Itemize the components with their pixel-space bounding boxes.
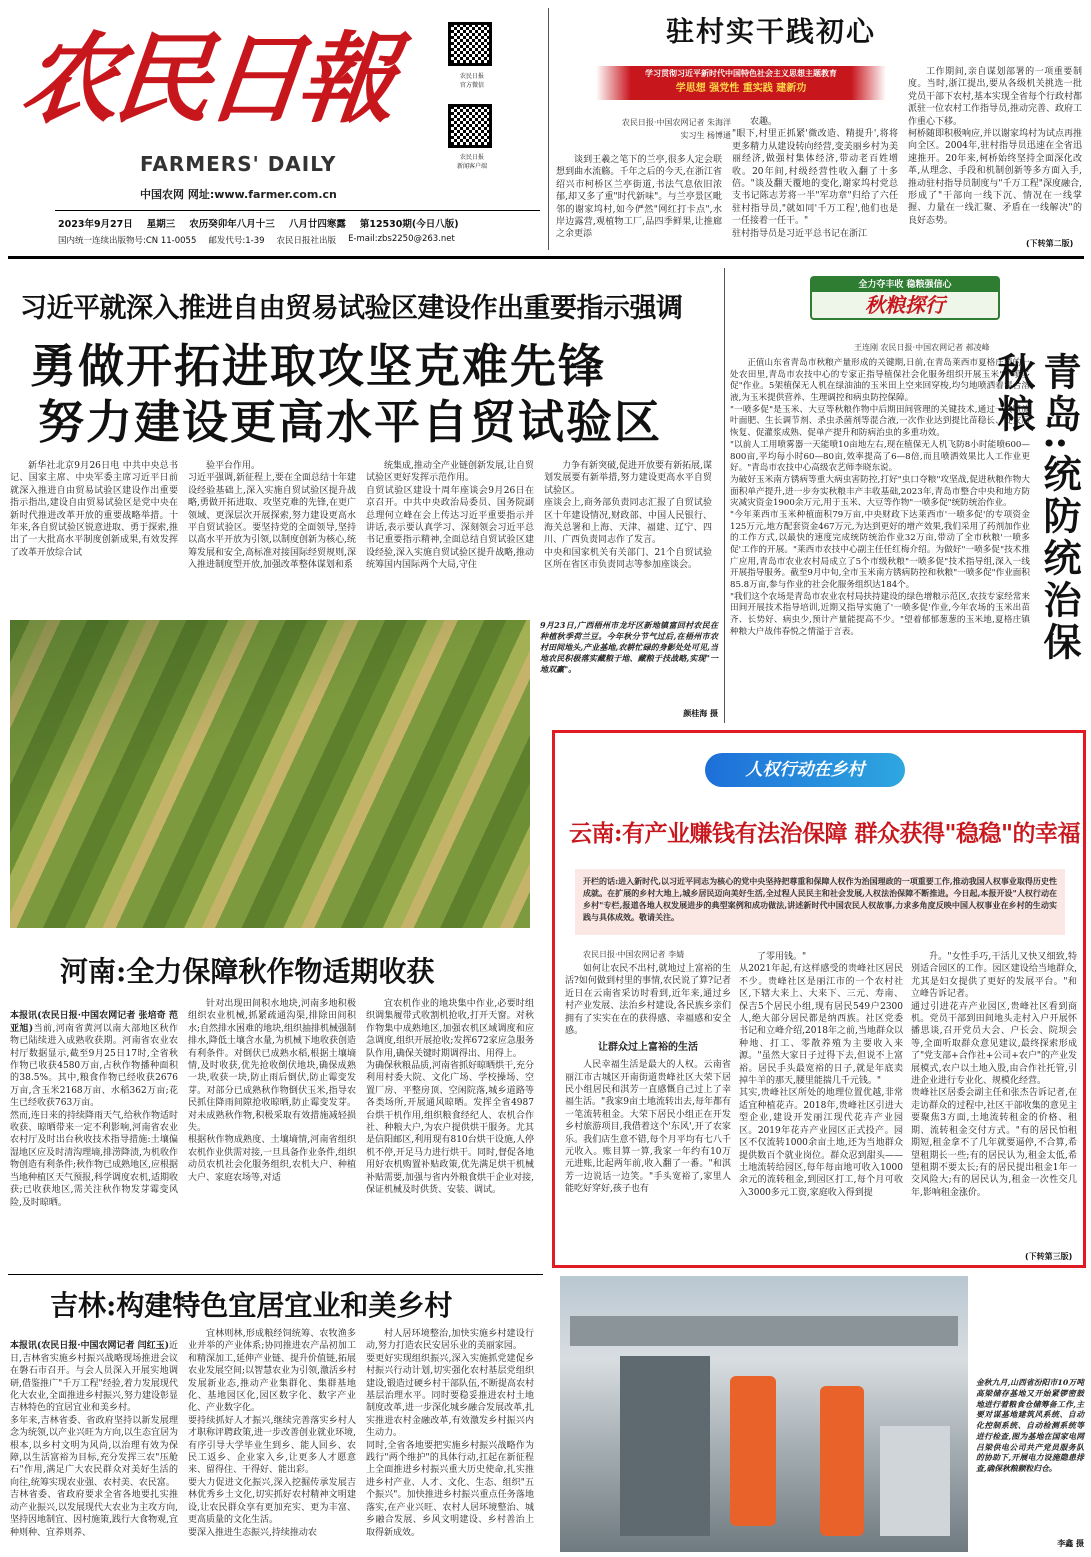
- yunnan-col-2: 了零用钱。" 从2021年起,有这样感受的贵峰社区居民不少。贵峰社区是丽江市的一个农村社区,下辖大来上、大来下、三元、寿南、保吉5个居民小组,现有居民549户2300人,绝大部分居民都是纳西族。社区党委书记和立峰介绍,2018年之前,当地群众以种地、打工、零散养殖为主要收入来源。"虽然大家日子过得下去,但说不上富裕。居民手头最宽裕的日子,就是年底卖掉牛羊的那天,腰里能揣几千元钱。" 其实,贵峰社区所处的地理位置优越,非常适宜种植花卉。2018年,贵峰社区引进大型企业,建设开发丽江现代花卉产业园区。2019年花卉产业园区正式投产。园区不仅流转1000余亩土地,还为当地群众提供数百个就业岗位。群众忍到甜头——土地流转给园区,每年每亩地可收入1000余元的流转租金,到园区打工,每个月可收入3000多元工资,家庭收入得到提: [739, 952, 903, 1198]
- lead-col-3: 统集成,推动全产业链创新发展,让自贸试验区更好发挥示范作用。 自贸试验区建设十周年座谈会9月26日在京召开。中共中央政治局委员、国务院副总理何立峰在会上传达习近平重要指示并讲话,表示要认真学习、深刻领会习近平总书记重要指示精神,全面总结自贸试验区建设经验,深入实施自贸试验区提升战略,推动统筹国内国际两个大局,守住: [366, 461, 534, 571]
- jilin-col-3: 村人居环境整治,加快实施乡村建设行动,努力打造农民安居乐业的美丽家园。 要更好实现组织振兴,深入实施抓党建促乡村振兴行动计划,切实强化农村基层党组织建设,锻造过硬乡村干部队伍,不断提高农村基层治理水平。同时要稳妥推进农村土地制度改革,进一步深化城乡融合发展改革,扎实推进农村金融改革,有效激发乡村振兴内生动力。 同时,全省各地要把实施乡村振兴战略作为践行"两个维护"的具体行动,扛起在新征程上全面推进乡村振兴重大历史使命,扎实推进乡村产业、人才、文化、生态、组织"五个振兴"。加快推进乡村振兴重点任务落地落实,在产业兴旺、农村人居环境整治、城乡融合发展、乡风文明建设、乡村善治上取得新成效。: [366, 1329, 534, 1538]
- masthead: [0, 0, 550, 255]
- qr-code-app: [448, 104, 492, 148]
- col-1: 谈到王羲之笔下的兰亭,很多人定会联想到曲水流觞。千年之后的今天,在浙江省绍兴市柯桥区兰亭街道,书法气息依旧浓郁,却又多了重"时代新味"。与兰亭景区毗邻的谢家坞村,如今俨然"网红打卡点",水岸边露营,观植物工厂,品四季鲜果,让推廊之余更添: [556, 155, 722, 240]
- lead-col-2: 验平台作用。 习近平强调,新征程上,要在全面总结十年建设经验基础上,深入实施自贸试验区提升战略,勇做开拓进取、攻坚克难的先锋,在更广领域、更深层次开展探索,努力建设更高水平自贸试验区。要坚持党的全面领导,坚持以高水平开放为引领,以制度创新为核心,统筹发展和安全,高标准对接国际经贸规则,深入推进制度型开放,加强改革整体谋划和系: [188, 461, 356, 571]
- qingdao-story: [730, 262, 1086, 724]
- story-title: 驻村实干践初心: [666, 15, 877, 48]
- lead-col-1: 新华社北京9月26日电 中共中央总书记、国家主席、中央军委主席习近平日前就深入推进自由贸易试验区建设作出重要指示指出,建设自由贸易试验区是党中央在新时代推进改革开放的重要战略举措。十年来,各自贸试验区锐意进取、勇于探索,推出了一大批高水平制度创新成果,有效发挥了改革开放综合试: [10, 461, 178, 558]
- harvest-banner: 全力夺丰收 稳粮强信心 秋粮探行: [810, 276, 1000, 320]
- lead-col-4: 力争有新突破,促进开放要有新拓展,谋划发展要有新举措,努力建设更高水平自贸试验区。 座谈会上,商务部负责同志汇报了自贸试验区十年建设情况,财政部、中国人民银行、海关总署和上海、天津、福建、辽宁、四川、广西负责同志作了发言。 中央和国家机关有关部门、21个自贸试验区所在省区市负责同志等参加座谈会。: [544, 461, 712, 571]
- solar-term: 八月廿四寒露: [288, 219, 346, 230]
- column-intro: 开栏的话:进入新时代,以习近平同志为核心的党中央坚持把尊重和保障人权作为治国理政的一项重要工作,推动我国人权事业取得历史性成就。在扩展的乡村大地上,城乡居民迈向美好生活,全过程人民民主和社会发展,人权法治保障不断推进。今日起,本报开设"人权行动在乡村"专栏,报道各地人权发展进步的典型案例和成功做法,讲述新时代中国农民人权故事,力求多角度反映中国人权事业在乡村的生动实践与具体成效。敬请关注。: [575, 869, 1065, 935]
- jilin-headline: 吉林:构建特色宜居宜业和美乡村: [50, 1289, 453, 1322]
- publication-line: 国内统一连续出版物号:CN 11-0055 邮发代号:1-39 农民日报社出版 E-mail:zbs2250@263.net: [58, 234, 455, 246]
- henan-story: [10, 938, 545, 1268]
- jilin-col-1: 本报讯(农民日报·中国农网记者 闫红玉)近日,吉林省实施乡村振兴战略现场推进会议在磐石市召开。与会人员深入开展实地调研,借鉴推广"千万工程"经验,着力发展现代化大农业,全面推进乡村振兴,努力建设彰显吉林特色的宜居宜业和美乡村。 多年来,吉林省委、省政府坚持以新发展理念为统领,以产业兴旺为方向,以生态宜居为根本,以乡村文明为风尚,以治理有效为保障,以生活富裕为目标,充分发挥三农"压舱石"作用,满足广大农民群众对美好生活的向往,统筹实现农业强、农村美、农民富。 吉林省委、省政府要求全省各地要扎实推动产业振兴,以发展现代大农业为主攻方向,坚持因地制宜、因村施策,践行大食物观,宜种则种、宜养则养、: [10, 1341, 178, 1538]
- yunnan-featured-box: [552, 730, 1086, 1268]
- qingdao-byline: 王连刚 农民日报·中国农网记者 郝凌峰: [854, 343, 990, 352]
- headline-2: 努力建设更高水平自贸试验区: [38, 395, 662, 449]
- farmland-photo: [10, 620, 530, 928]
- date-line: [58, 216, 543, 230]
- henan-col-3: 宜农机作业的地块集中作业,必要时组织调集履带式收割机抢收,打开天窗。对秋作物集中成熟地区,加强农机区域调度和应急调度,组织开展抢收;发挥672家应急服务队作用,确保关键时期调得出、用得上。 为确保秋粮品质,河南省抓好晾晒烘干,充分利用村委大院、文化广场、学校操场、空置厂房、平整房顶、空闲院落,城乡道路等各类场所,开展通风晾晒。发挥全省4987台烘干机作用,组织粮食经纪人、农机合作社、种粮大户,为农户提供烘干服务。尤其是信阳邮区,利用现有810台烘干设施,人停机不停,开足马力进行烘干。同时,督促各地用好农机购置补贴政策,优先满足烘干机械补贴需要,加强与省内外粮食烘干企业对接,保证机械及时供货、安装、调试。: [366, 999, 534, 1196]
- jilin-story: [10, 1278, 545, 1553]
- yunnan-jump: (下转第三版): [1025, 1252, 1073, 1261]
- henan-col-2: 针对出现田间积水地块,河南多地积极组织农业机械,抓紧疏通沟渠,排除田间积水;自然排水困难的地块,组织抽排机械强制排水,降低土壤含水量,为机械下地收获创造有利条件。对倒伏已成熟水稻,根据土壤墒情,及时收获,优先抢收倒伏地块,确保成熟一块,收获一块,防止雨后倒伏,防止霉变发芽。对部分已成熟秋作物倒伏玉米,指导农民抓住降雨间隙抢收晾晒,防止霉变发芽。对未成熟秋作物,积极采取有效措施减轻损失。 根据秋作物成熟度、土壤墒情,河南省组织农机作业供需对接,一旦具备作业条件,组织动员农机社会化服务组织,农机大户、种植大户、家庭农场等,对适: [188, 999, 356, 1183]
- newspaper-logo: 农民日報: [16, 22, 397, 137]
- top-right-story: [556, 8, 1086, 253]
- qr-code-wechat: [448, 22, 492, 66]
- yunnan-byline: 农民日报·中国农网记者 李婧: [583, 950, 685, 959]
- photo-1-caption: 9月23日,广西梧州市龙圩区新地镇富回村农民在种植秋季荷兰豆。今年秋分节气过后,在梧州市农村田间地头,产业基地,农耕忙碌的身影处处可见,当地农民积极落实藏粮于地、藏粮于技战略,实现"一地双赢"。 颜桂海 摄: [540, 620, 718, 718]
- henan-headline: 河南:全力保障秋作物适期收获: [60, 955, 435, 988]
- website[interactable]: 中国农网 网址:www.farmer.com.cn: [140, 188, 337, 201]
- yunnan-col-1: 如何让农民不出村,就地过上富裕的生活?如何做到村里的事情,农民说了算?记者近日在云南省采访时看到,近年来,通过乡村产业发展、法治乡村建设,各民族乡亲们拥有了实实在在的获得感、幸福感和安全感。 让群众过上富裕的生活 人民幸福生活是最大的人权。云南省丽江市古城区开南街道贵峰社区大荣下居民小组居民和淇芳一直感慨自己过上了幸福生活。"我家9亩土地流转出去,每年都有一笔流转租金。大荣下居民小组正在开发乡村旅游项目,我借着这个'东风',开了农家乐。我们店生意不错,每个月平均有七八千元收入。账目算一算,我家一年约有10万元进账,比起两年前,收入翻了一番。"和淇芳一边说话一边笑。"手头宽裕了,家里人能吃好穿好,孩子也有: [565, 964, 731, 1195]
- qingdao-body: 正值山东省青岛市秋粮产量形成的关键期,日前,在青岛莱西市夏格庄镇的一处农田里,青岛市农技中心的专家正指导植保社会化服务组织开展玉米"一喷多促"作业。5架植保无人机在绿油油的玉米田上空来回穿梭,均匀地喷洒着混合溶液,为玉米提供营养、生理调控和病虫防控保障。 "一喷多促"是玉米、大豆等秋粮作物中后期田间管理的关键技术,通过一次喷施叶面肥、生长调节剂、杀虫杀菌剂等混合液,一次作业达到提比苗稳长、促灾后恢复、促灌浆成熟、促单产提升和防病治虫的多重功效。 "以前人工用喷雾器一天能喷10亩地左右,现在植保无人机飞防8小时能喷600—800亩,平均每小时60—80亩,效率提高了6—8倍,而且喷洒效果比人工作业更好。"青岛市农技中心高级农艺师李晓东说。 为破好玉米南方锈病等重大病虫害防控,打好"虫口夺粮"攻坚战,促进秋粮作物大面积单产提升,进一步夯实秋粮丰产丰收基础,2023年,青岛市整合中央和地方防灾减灾资金1900余万元,用于玉米、大豆等作物"一喷多促"统防统治作业。 "今年莱西市玉米种植面积79万亩,中央财政下达莱西市'一喷多促'的专项资金125万元,地方配套资金467万元,为达到更好的增产效果,我们采用了药剂加作业的工作方式,以最快的速度完成统防统治作业32万亩,带动了全市秋粮'一喷多促'工作的开展。"莱西市农技中心副主任任红梅介绍。为做好"一喷多促"技术推广应用,青岛市农业农村局成立了5个市级秋粮"一喷多促"技术指导组,深入一线开展指导服务。截至9月中旬,全市玉米南方锈病防控和秋粮"一喷多促"作业面积85.8万亩,参与作业的社会化服务组织达184个。 "我们这个农场是青岛市农业农村局扶持建设的绿色增粮示范区,农技专家经常来田间开展技术指导培训,近期又指导实施了'一喷多促'作业,今年农场的玉米出苗齐、长势好、病虫少,预计产量能提高不少。"望着郁郁葱葱的玉米地,夏格庄镇种粮大户战伟春悦之情溢于言表。: [730, 358, 1030, 637]
- qingdao-vertical-headline: 青岛:统防统治保秋粮: [991, 352, 1082, 665]
- grain-storage-photo: [560, 1276, 968, 1552]
- lead-story: [10, 262, 720, 612]
- jump-line: (下转第二版): [1026, 239, 1074, 248]
- issue-date: 2023年9月27日: [58, 219, 133, 230]
- lunar-date: 农历癸卯年八月十三: [189, 219, 275, 230]
- human-rights-banner: 人权行动在乡村: [705, 753, 905, 787]
- qr-label-wechat: 农民日报 官方微信: [459, 73, 484, 89]
- headline-1: 勇做开拓进取攻坚克难先锋: [30, 339, 606, 393]
- yunnan-subhead: 让群众过上富裕的生活: [598, 1042, 698, 1054]
- henan-col-1: 本报讯(农民日报·中国农网记者 张培奇 范亚旭)当前,河南省黄河以南大部地区秋作物已陆续进入成熟收获期。河南省农业农村厅数据显示,截至9月25日17时,全省秋作物已收获4580万亩,占秋作物播种面积的38.5%。其中,粮食作物已经收获2676万亩,含玉米2168万亩、水稻362万亩;花生已经收获763万亩。 然而,连日来的持续降雨天气,给秋作物适时收获、晾晒带来一定不利影响,河南省农业农村厅及时出台秋收技术指导措施:土壤偏湿地区应及时清沟理墒,排涝降渍,为机收作物创造有利条件;秋作物已成熟地区,应根据当地种植区天气预报,科学调度农机,适期收获;已收获地区,需关注秋作物发芽霉变风险,及时晾晒。: [10, 1011, 178, 1208]
- theme-banner: 学习贯彻习近平新时代中国特色社会主义思想主题教育 学思想 强党性 重实践 建新功: [596, 66, 886, 100]
- photo-2-caption: 金秋九月,山西省汾阳市10万吨高梁储存基地又开始紧锣密鼓地进行着粮食仓储筹备工作,主要对谋基地建筑风系统、自动化控制系统、自动检测系统等进行检查,图为基地在国家电网吕梁供电公司共产党员服务队的协助下,开展电力设施隐患排查,确保秋粮颗粒归仓。 李鑫 摄: [976, 1378, 1084, 1548]
- kicker: 习近平就深入推进自由贸易试验区建设作出重要指示强调: [20, 293, 683, 324]
- col-3: 工作期间,亲自谋划部署的一项重要制度。当时,浙江提出,要从各级机关挑选一批党员干部下农村,基本实现全省每个行政村都派驻一位农村工作指导员,推动完善、政府工作重心下移。 柯桥随即积极响应,并以谢家坞村为试点再推向全区。2004年,驻村指导员迅速在全省迅速推开。20年来,柯桥始终坚持全面深化改革,从理念、手段和机制创新等多方面入手,推动驻村指导员制度与"千万工程"深度融合,形成了"干部向一线下沉、情况在一线掌握、力量在一线汇聚、矛盾在一线解决"的良好态势。: [908, 67, 1082, 226]
- english-title: FARMERS' DAILY: [140, 152, 337, 176]
- jilin-col-2: 宜林则林,形成粮经饲统筹、农牧渔多业并举的产业体系;协同推进农产品初加工和精深加工,延伸产业链、提升价值链,拓展农业发展空间;以智慧农业为引领,激活乡村发展新业态,推动产业集群化、集群基地化、基地园区化,园区数字化、数字产业化、产业数字化。 要持续抓好人才振兴,继续完善落实乡村人才职称评聘政策,进一步改善创业就业环境,有序引导大学毕业生到乡、能人回乡、农民工返乡、企业家入乡,让更多人才愿意来、留得住、干得好、能出彩。 要大力促进文化振兴,深入挖掘传承发展吉林优秀乡土文化,切实抓好农村精神文明建设,让农民群众享有更加充实、更为丰富、更高质量的文化生活。 要深入推进生态振兴,持续推动农: [188, 1329, 356, 1538]
- col-2: 农趣。 "眼下,村里正抓紧'微改造、精提升',将将更多精力从建设转向经营,变美丽乡村为美丽经济,做强村集体经济,带动老百姓增收。20年间,村级经营性收入翻了十多倍。"谈及翻天覆地的变化,谢家坞村党总支书记陈志芳将一半"军功章"归给了六任驻村指导员,"就如同'千万工程',他们也是一任接着一任干。" 驻村指导员是习近平总书记在浙江: [732, 117, 898, 239]
- yunnan-col-3: 升。"女性手巧,干活儿又快又细致,特别适合园区的工作。园区建设给当地群众,尤其是妇女提供了更好的发展平台。"和立峰告诉记者。 通过引进花卉产业园区,贵峰社区看到商机。党员干部到田间地头走村入户开展怀播思谈,召开党员大会、户长会、院坝会等,全面听取群众意见建议,最终探索形成了"党支部+合作社+公司+农户"的产业发展模式,农户以土地入股,由合作社托管,引进企业进行专业化、规模化经营。 贵峰社区居委会副主任和张杰告诉记者,在走访群众的过程中,社区干部收集的意见主要聚焦3方面,土地流转租金的价格、租期、流转租金交付方式。"有的居民怕租期短,租金拿不了几年就要逼停,不合算,希望租期长一些;有的居民认为,租金太低,希望租期不要太长;有的居民提出租金1年一交风险大;有的居民认为,租金一次性交几年,影响租金涨价。: [911, 952, 1077, 1198]
- byline: 农民日报·中国农网记者 朱海洋 实习生 杨博通: [621, 118, 731, 140]
- yunnan-headline: 云南:有产业赚钱有法治保障 群众获得"稳稳"的幸福: [569, 820, 1080, 847]
- weekday: 星期三: [146, 219, 176, 230]
- issue-number: 第12530期(今日八版): [359, 219, 459, 230]
- qr-label-app: 农民日报 新闻客户端: [456, 154, 487, 170]
